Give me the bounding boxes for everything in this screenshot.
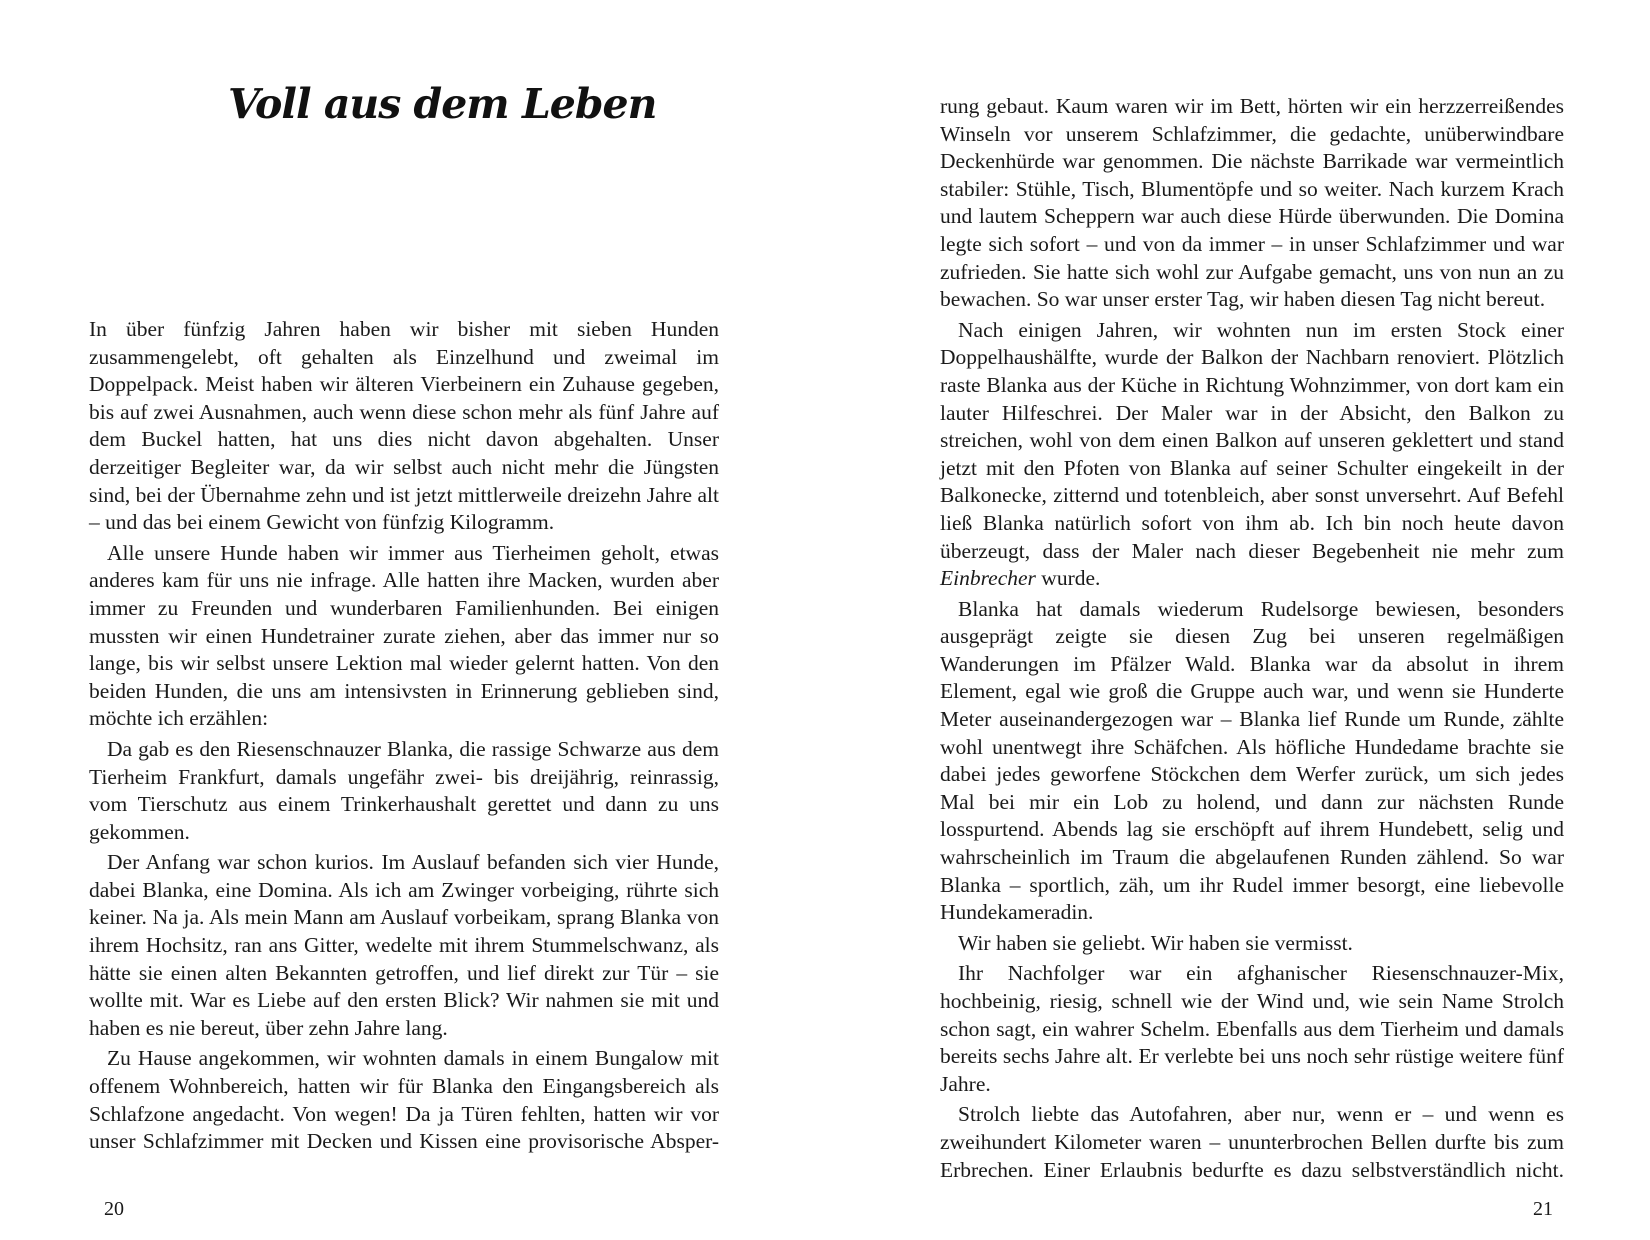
left-page-body — [89, 313, 719, 1156]
paragraph: In über fünfzig Jahren haben wir bisher mit sieben Hunden zusammengelebt, oft gehalten als Einzelhund und zweimal im Doppelpack. Meist haben wir älteren Vierbeinern ein Zuhause gegeben, bis auf zwei Ausnahmen, auch wenn diese schon mehr als fünf Jahre auf dem Buckel hatten, hat uns dies nicht davon abgehalten. Unser derzeitiger Begleiter war, da wir selbst auch nicht mehr die Jüngsten sind, bei der Übernahme zehn und ist jetzt mittlerweile dreizehn Jahre alt – und das bei einem Gewicht von fünfzig Kilogramm. — [89, 317, 719, 535]
paragraph: Ihr Nachfolger war ein afghanischer Riesenschnauzer-Mix, hochbeinig, riesig, schnell wie der Wind und, wie sein Name Strolch schon sagt, ein wahrer Schelm. Ebenfalls aus dem Tierheim und damals bereits sechs Jahre alt. Er verlebte bei uns noch sehr rüstige weitere fünf Jahre. — [940, 961, 1564, 1096]
paragraph: Da gab es den Riesenschnauzer Blanka, die rassige Schwarze aus dem Tierheim Frankfurt, damals ungefähr zwei- bis dreijährig, reinrassig, vom Tierschutz aus einem Trinkerhaushalt gerettet und dann zu uns gekommen. — [89, 736, 719, 844]
paragraph: Strolch liebte das Autofahren, aber nur, wenn er – und wenn es zweihundert Kilometer waren – ununterbrochen Bellen durfte bis zum Erbrechen. Einer Erlaubnis bedurfte es dazu selbstverständlich nicht. — [940, 1102, 1564, 1182]
paragraph: Blanka hat damals wiederum Rudelsorge bewiesen, besonders ausgeprägt zeigte sie diesen Zug bei unseren regelmäßigen Wanderungen im Pfälzer Wald. Blanka war da absolut in ihrem Element, egal wie groß die Gruppe auch war, und wenn sie Hunderte Meter auseinandergezogen war – Blanka lief Runde um Runde, zählte wohl unentwegt ihre Schäfchen. Als höfliche Hundedame brachte sie dabei jedes geworfene Stöckchen dem Werfer zurück, um sich jedes Mal bei mir ein Lob zu holend, und dann zur nächsten Runde losspurtend. Abends lag sie erschöpft auf ihrem Hundebett, selig und wahrscheinlich im Traum die abgelaufenen Runden zählend. So war Blanka – sportlich, zäh, um ihr Rudel immer besorgt, eine liebevolle Hundekameradin. — [940, 596, 1564, 925]
right-page — [825, 0, 1650, 1240]
paragraph — [940, 317, 1564, 593]
chapter-title: Voll aus dem Leben — [228, 80, 657, 128]
paragraph-text: Nach einigen Jahren, wir wohnten nun im ersten Stock einer Doppelhaushälfte, wurde der Balkon der Nachbarn renoviert. Plötzlich raste Blanka aus der Küche in Richtung Wohnzimmer, von dort kam ein lauter Hilfeschrei. Der Maler war in der Absicht, den Balkon zu streichen, wohl von dem einen Balkon auf unseren geklettert und stand jetzt mit den Pfoten von Blanka auf seiner Schulter eingekeilt in der Balkonecke, zitternd und totenbleich, aber sonst unversehrt. Auf Befehl ließ Blanka natürlich sofort von ihm ab. Ich bin noch heute davon überzeugt, dass der Maler nach dieser Begebenheit nie mehr zum — [940, 317, 1564, 563]
paragraph-tail: wurde. — [1035, 566, 1101, 591]
right-page-body — [940, 93, 1564, 1184]
page-number: 21 — [1533, 1198, 1553, 1220]
paragraph: rung gebaut. Kaum waren wir im Bett, hörten wir ein herzzerreißendes Winseln vor unserem Schlafzimmer, die gedachte, unüberwindbare Deckenhürde war genommen. Die nächste Barrikade war vermeintlich stabiler: Stühle, Tisch, Blumentöpfe und so weiter. Nach kurzem Krach und lautem Scheppern war auch diese Hürde überwunden. Die Domina legte sich sofort – und von da immer – in unser Schlafzimmer und war zufrieden. Sie hatte sich wohl zur Aufgabe gemacht, uns von nun an zu bewachen. So war unser erster Tag, wir haben diesen Tag nicht bereut. — [940, 94, 1564, 312]
paragraph: Wir haben sie geliebt. Wir haben sie vermisst. — [958, 930, 1353, 955]
paragraph: Alle unsere Hunde haben wir immer aus Tierheimen geholt, etwas anderes kam für uns nie infrage. Alle hatten ihre Macken, wurden aber immer zu Freunden und wunderbaren Familienhunden. Bei einigen mussten wir einen Hundetrainer zurate ziehen, aber das immer nur so lange, bis wir selbst unsere Lektion mal wieder gelernt hatten. Von den beiden Hunden, die uns am intensivsten in Erinnerung geblieben sind, möchte ich erzählen: — [89, 540, 719, 731]
paragraph: Der Anfang war schon kurios. Im Auslauf befanden sich vier Hunde, dabei Blanka, eine Domina. Als ich am Zwinger vorbeiging, rührte sich keiner. Na ja. Als mein Mann am Auslauf vorbeikam, sprang Blanka von ihrem Hochsitz, ran ans Gitter, wedelte mit ihrem Stummelschwanz, als hätte sie einen alten Bekannten getroffen, und lief direkt zur Tür – sie wollte mit. War es Liebe auf den ersten Blick? Wir nahmen sie mit und haben es nie bereut, über zehn Jahre lang. — [89, 850, 719, 1040]
paragraph: Zu Hause angekommen, wir wohnten damals in einem Bungalow mit offenem Wohnbereich, hatten wir für Blanka den Eingangsbereich als Schlafzone angedacht. Von wegen! Da ja Türen fehlten, hatten wir vor unser Schlafzimmer mit Decken und Kissen eine provisorische Absper- — [89, 1046, 719, 1154]
page-number: 20 — [104, 1198, 124, 1220]
emphasized-word: Einbrecher — [940, 566, 1036, 591]
